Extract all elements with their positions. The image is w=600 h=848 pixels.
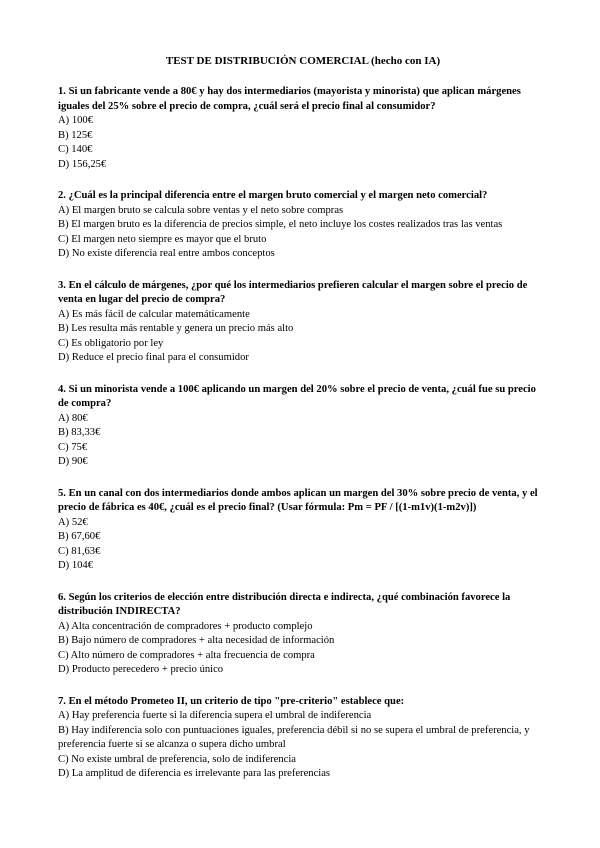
question-5 <box>58 487 548 574</box>
answer-option-a: A) 52€ <box>58 516 88 528</box>
answer-option-d: D) Reduce el precio final para el consumidor <box>58 352 249 363</box>
question-text: 2. ¿Cuál es la principal diferencia entre el margen bruto comercial y el margen neto comercial? <box>58 190 488 201</box>
answer-option-b: B) 125€ <box>58 129 93 141</box>
question-6 <box>58 591 548 678</box>
answer-option-a: A) 80€ <box>58 412 88 424</box>
answer-option-c: C) Alto número de compradores + alta frecuencia de compra <box>58 649 315 661</box>
question-text: 7. En el método Prometeo II, un criterio de tipo "pre-criterio" establece que: <box>58 695 405 707</box>
answer-option-a: A) 100€ <box>58 115 94 126</box>
question-text: 1. Si un fabricante vende a 80€ y hay dos intermediarios (mayorista y minorista) que aplican márgenes iguales del 25% sobre el precio de compra, ¿cuál será el precio final al consumidor? <box>58 86 521 112</box>
question-3 <box>58 279 548 366</box>
question-7 <box>58 695 548 782</box>
question-text: 5. En un canal con dos intermediarios donde ambos aplican un margen del 30% sobre precio de venta, y el precio de fábrica es 40€, ¿cuál es el precio final? (Usar fórmula: Pm = PF / [(1-m1v)(1-m2v)]) <box>58 487 538 513</box>
question-text: 6. Según los criterios de elección entre distribución directa e indirecta, ¿qué combinación favorece la distribución INDIRECTA? <box>58 591 511 617</box>
answer-option-d: D) No existe diferencia real entre ambos conceptos <box>58 248 275 259</box>
answer-options <box>58 204 548 262</box>
answer-options <box>58 114 548 172</box>
answer-option-c: C) 75€ <box>58 441 88 453</box>
document-title: TEST DE DISTRIBUCIÓN COMERCIAL (hecho con IA) <box>165 55 441 67</box>
answer-option-a: A) Alta concentración de compradores + producto complejo <box>58 620 313 632</box>
document-page <box>58 54 548 799</box>
answer-option-b: B) Les resulta más rentable y genera un precio más alto <box>58 323 294 334</box>
question-text: 3. En el cálculo de márgenes, ¿por qué los intermediarios prefieren calcular el margen sobre el precio de venta en lugar del precio de compra? <box>58 279 528 305</box>
answer-option-c: C) No existe umbral de preferencia, solo de indiferencia <box>58 753 296 765</box>
answer-option-d: D) 90€ <box>58 456 88 467</box>
answer-option-d: D) Producto perecedero + precio único <box>58 664 224 675</box>
answer-options <box>58 412 548 470</box>
answer-option-a: A) El margen bruto se calcula sobre ventas y el neto sobre compras <box>58 204 344 216</box>
answer-options <box>58 308 548 366</box>
answer-option-b: B) Hay indiferencia solo con puntuaciones iguales, preferencia débil si no se supera el umbral de preferencia, y preferencia fuerte si se alcanza o supera dicho umbral <box>58 724 530 750</box>
answer-option-d: D) La amplitud de diferencia es irrelevante para las preferencias <box>58 768 331 779</box>
answer-options <box>58 709 548 782</box>
question-1 <box>58 85 548 172</box>
answer-options <box>58 516 548 574</box>
answer-option-b: B) Bajo número de compradores + alta necesidad de información <box>58 635 335 646</box>
answer-option-b: B) El margen bruto es la diferencia de precios simple, el neto incluye los costes realizados tras las ventas <box>58 219 503 230</box>
answer-option-a: A) Hay preferencia fuerte si la diferencia supera el umbral de indiferencia <box>58 710 372 721</box>
answer-option-c: C) 140€ <box>58 144 93 155</box>
answer-option-c: C) El margen neto siempre es mayor que el bruto <box>58 233 267 245</box>
answer-option-d: D) 156,25€ <box>58 158 107 170</box>
question-2 <box>58 189 548 262</box>
answer-option-b: B) 83,33€ <box>58 427 101 438</box>
answer-option-a: A) Es más fácil de calcular matemáticamente <box>58 308 250 320</box>
answer-options <box>58 620 548 678</box>
question-text: 4. Si un minorista vende a 100€ aplicando un margen del 20% sobre el precio de venta, ¿cuál fue su precio de compra? <box>58 383 536 409</box>
answer-option-c: C) 81,63€ <box>58 545 101 557</box>
answer-option-d: D) 104€ <box>58 560 94 571</box>
question-4 <box>58 383 548 470</box>
answer-option-b: B) 67,60€ <box>58 531 101 542</box>
answer-option-c: C) Es obligatorio por ley <box>58 337 164 349</box>
